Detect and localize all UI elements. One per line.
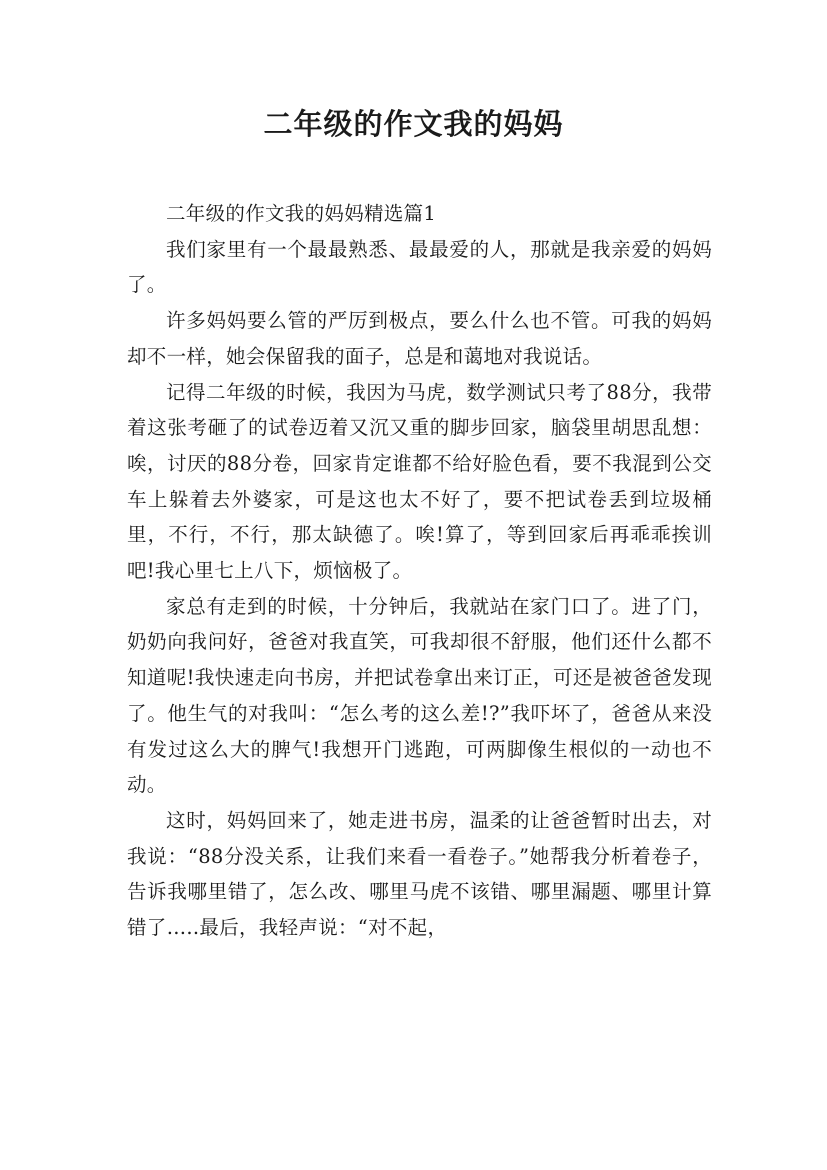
paragraph: 许多妈妈要么管的严厉到极点，要么什么也不管。可我的妈妈却不一样，她会保留我的面子，总是和蔼地对我说话。: [127, 309, 712, 368]
section-heading: 二年级的作文我的妈妈精选篇1: [166, 202, 437, 225]
document-title: 二年级的作文我的妈妈: [263, 107, 564, 141]
paragraph: 这时，妈妈回来了，她走进书房，温柔的让爸爸暂时出去，对我说：“88分没关系，让我们来看一看卷子。”她帮我分析着卷子，告诉我哪里错了，怎么改、哪里马虎不该错、哪里漏题、哪里计算错了…..最后，我轻声说：“对不起，: [127, 808, 712, 940]
paragraph: 记得二年级的时候，我因为马虎，数学测试只考了88分，我带着这张考砸了的试卷迈着又沉又重的脚步回家，脑袋里胡思乱想：唉，讨厌的88分卷，回家肯定谁都不给好脸色看，要不我混到公交车上躲着去外婆家，可是这也太不好了，要不把试卷丢到垃圾桶里，不行，不行，那太缺德了。唉!算了，等到回家后再乖乖挨训吧!我心里七上八下，烦恼极了。: [127, 380, 712, 583]
paragraph: 家总有走到的时候，十分钟后，我就站在家门口了。进了门，奶奶向我问好，爸爸对我直笑，可我却很不舒服，他们还什么都不知道呢!我快速走向书房，并把试卷拿出来订正，可还是被爸爸发现了。他生气的对我叫：“怎么考的这么差!?”我吓坏了，爸爸从来没有发过这么大的脾气!我想开门逃跑，可两脚像生根似的一动也不动。: [127, 594, 712, 797]
paragraph: 我们家里有一个最最熟悉、最最爱的人，那就是我亲爱的妈妈了。: [127, 237, 712, 297]
document-body: [127, 196, 712, 946]
